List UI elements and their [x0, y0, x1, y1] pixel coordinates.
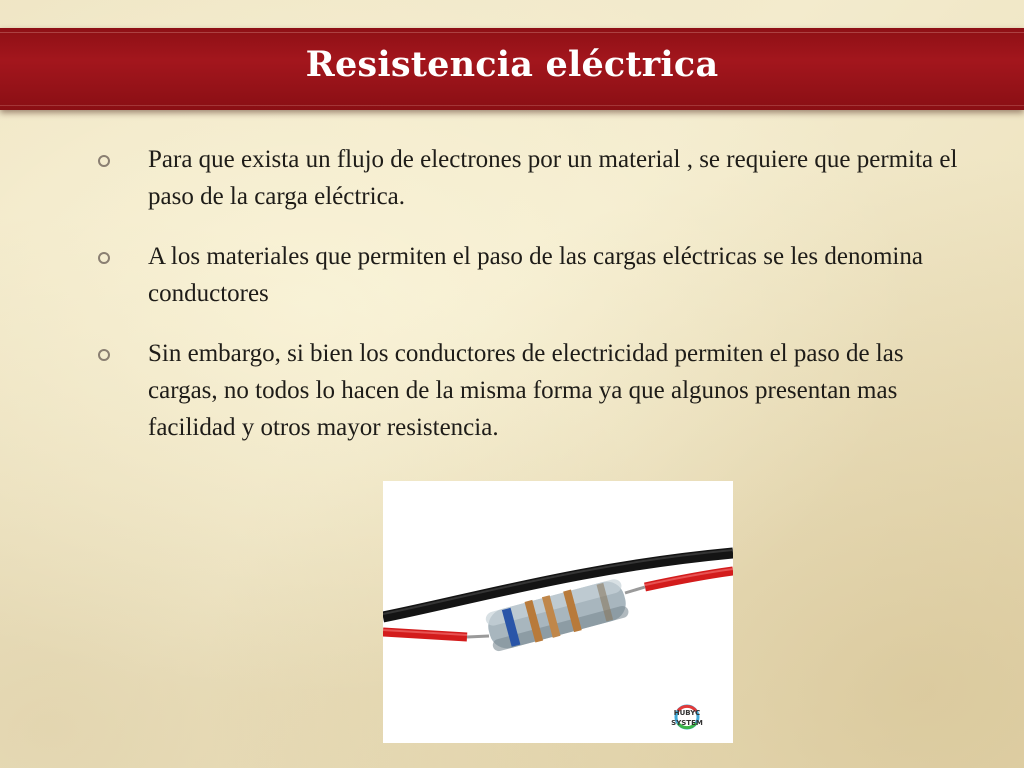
slide-title: Resistencia eléctrica: [305, 44, 719, 85]
bullet-list: [96, 141, 976, 469]
bullet-circle-icon: [98, 252, 110, 264]
bullet-item: [96, 238, 976, 312]
bullet-item: [96, 335, 976, 446]
bullet-item: [96, 141, 976, 215]
resistor-photo: [383, 481, 733, 743]
bullet-text: Para que exista un flujo de electrones por un material , se requiere que permita el paso de la carga eléctrica.: [148, 146, 958, 210]
logo-line2: SYSTEM: [671, 719, 703, 727]
bullet-circle-icon: [98, 155, 110, 167]
logo-line1: HUBYC: [673, 709, 701, 717]
red-wire-right: [645, 571, 733, 587]
bullet-text: Sin embargo, si bien los conductores de electricidad permiten el paso de las cargas, no todos lo hacen de la misma forma ya que algunos presentan mas facilidad y otros mayor resistencia.: [148, 340, 904, 441]
hubyc-logo: [671, 706, 703, 728]
title-band: [0, 28, 1024, 110]
bullet-text: A los materiales que permiten el paso de las cargas eléctricas se les denomina conductores: [148, 243, 923, 307]
bullet-circle-icon: [98, 349, 110, 361]
